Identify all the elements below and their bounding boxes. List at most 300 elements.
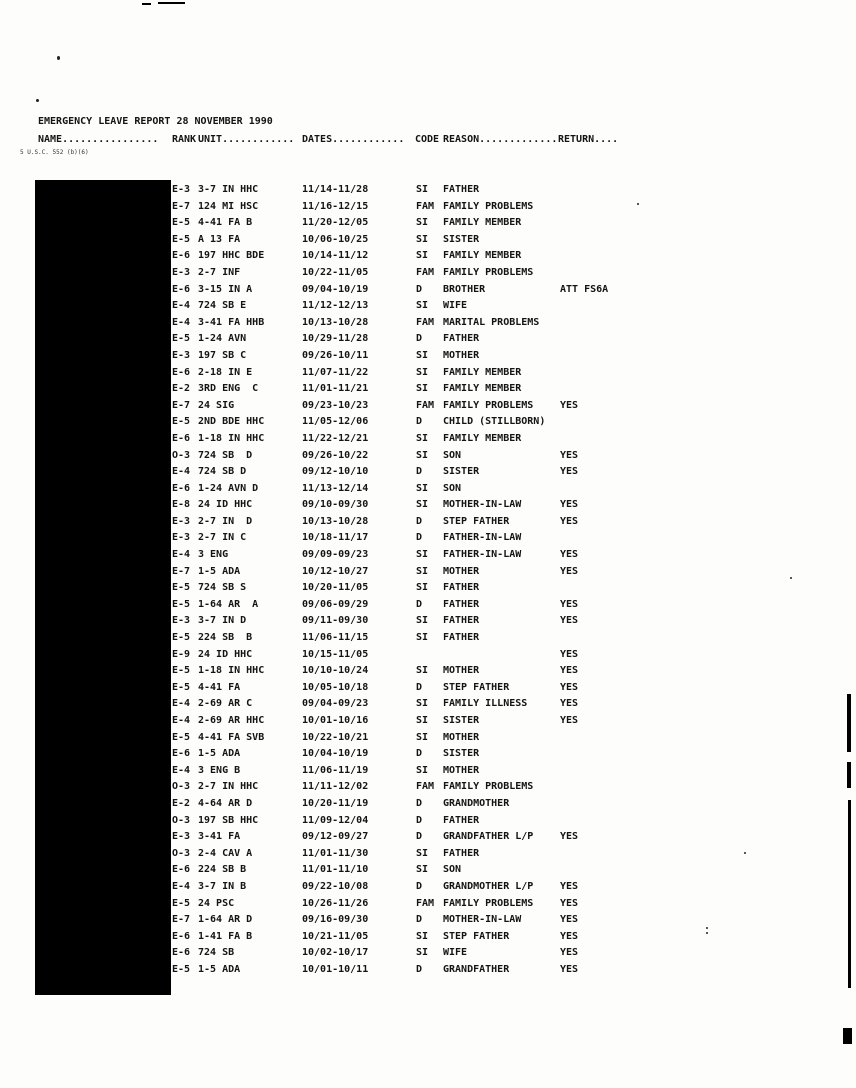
cell-reason: FATHER-IN-LAW <box>443 532 522 544</box>
cell-code: D <box>416 880 423 892</box>
cell-ret: YES <box>560 930 579 942</box>
cell-dates: 11/06-11/19 <box>302 764 369 776</box>
cell-code: FAM <box>416 399 435 411</box>
cell-code: D <box>416 748 423 760</box>
table-row <box>0 712 856 729</box>
table-row <box>0 861 856 878</box>
cell-unit: 2-7 IN C <box>198 532 247 544</box>
cell-code: SI <box>416 366 429 378</box>
cell-rank: E-3 <box>172 184 191 195</box>
cell-code: SI <box>416 947 429 959</box>
cell-dates: 11/09-12/04 <box>302 814 369 826</box>
cell-unit: A 13 FA <box>198 233 241 245</box>
cell-rank: E-3 <box>172 515 191 527</box>
cell-dates: 10/20-11/05 <box>302 582 369 594</box>
cell-ret: YES <box>560 947 579 959</box>
cell-dates: 10/10-10/24 <box>302 665 369 677</box>
cell-reason: GRANDMOTHER L/P <box>443 880 534 892</box>
table-row <box>0 679 856 696</box>
cell-unit: 2-7 INF <box>198 266 241 278</box>
cell-code: D <box>416 681 423 693</box>
cell-code: D <box>416 416 423 428</box>
cell-rank: E-7 <box>172 399 191 411</box>
cell-ret: YES <box>560 549 579 561</box>
cell-reason: SON <box>443 482 462 494</box>
cell-ret: YES <box>560 515 579 527</box>
cell-reason: SISTER <box>443 715 480 726</box>
scan-artifact <box>637 203 639 205</box>
cell-unit: 24 ID HHC <box>198 648 253 660</box>
scan-artifact <box>36 99 39 102</box>
cell-rank: E-7 <box>172 200 191 212</box>
column-header-unit: UNIT............ <box>198 134 295 145</box>
table-row <box>0 845 856 862</box>
cell-unit: 24 ID HHC <box>198 499 253 511</box>
cell-ret: YES <box>560 963 579 975</box>
cell-rank: E-3 <box>172 532 191 544</box>
cell-dates: 11/14-11/28 <box>302 184 369 195</box>
cell-dates: 09/22-10/08 <box>302 880 369 892</box>
cell-rank: E-6 <box>172 748 191 760</box>
cell-ret: YES <box>560 499 579 511</box>
page-title: EMERGENCY LEAVE REPORT 28 NOVEMBER 1990 <box>38 116 273 127</box>
cell-reason: MOTHER <box>443 764 480 776</box>
cell-code: D <box>416 797 423 809</box>
cell-code: FAM <box>416 897 435 909</box>
cell-rank: E-6 <box>172 947 191 959</box>
table-row <box>0 596 856 613</box>
cell-dates: 09/04-10/19 <box>302 283 369 295</box>
cell-rank: E-2 <box>172 797 191 809</box>
cell-unit: 2-4 CAV A <box>198 847 253 859</box>
cell-code: D <box>416 914 423 926</box>
cell-rank: E-6 <box>172 864 191 876</box>
cell-reason: FATHER <box>443 582 480 594</box>
cell-unit: 1-5 ADA <box>198 963 241 975</box>
table-row <box>0 729 856 746</box>
column-header-return: RETURN.... <box>558 134 619 145</box>
cell-reason: MOTHER-IN-LAW <box>443 914 522 926</box>
cell-dates: 11/01-11/30 <box>302 847 369 859</box>
table-row <box>0 380 856 397</box>
scan-artifact <box>158 2 185 4</box>
cell-rank: E-4 <box>172 316 191 328</box>
cell-reason: FAMILY MEMBER <box>443 217 522 229</box>
cell-ret: YES <box>560 399 579 411</box>
cell-code: SI <box>416 217 429 229</box>
cell-code: SI <box>416 233 429 245</box>
cell-code: SI <box>416 482 429 494</box>
cell-reason: FATHER <box>443 598 480 610</box>
cell-code: SI <box>416 499 429 511</box>
cell-unit: 3-41 FA <box>198 831 241 843</box>
cell-unit: 4-41 FA B <box>198 217 253 229</box>
cell-unit: 1-24 AVN <box>198 333 247 345</box>
cell-code: D <box>416 466 423 478</box>
cell-unit: 3-7 IN D <box>198 615 247 627</box>
cell-reason: GRANDMOTHER <box>443 797 510 809</box>
cell-unit: 1-64 AR D <box>198 914 253 926</box>
cell-code: SI <box>416 582 429 594</box>
table-row <box>0 745 856 762</box>
cell-dates: 11/20-12/05 <box>302 217 369 229</box>
scan-artifact <box>57 56 60 60</box>
cell-dates: 11/12-12/13 <box>302 300 369 312</box>
table-column-header <box>0 134 856 148</box>
cell-dates: 10/15-11/05 <box>302 648 369 660</box>
cell-dates: 09/09-09/23 <box>302 549 369 561</box>
cell-code: SI <box>416 615 429 627</box>
cell-code: D <box>416 515 423 527</box>
cell-dates: 11/22-12/21 <box>302 432 369 444</box>
cell-dates: 09/06-09/29 <box>302 598 369 610</box>
cell-ret: YES <box>560 466 579 478</box>
table-row <box>0 944 856 961</box>
table-row <box>0 347 856 364</box>
table-row <box>0 529 856 546</box>
cell-ret: YES <box>560 449 579 461</box>
table-row <box>0 364 856 381</box>
cell-ret: YES <box>560 914 579 926</box>
cell-rank: E-5 <box>172 731 191 743</box>
cell-ret: YES <box>560 897 579 909</box>
cell-dates: 10/01-10/11 <box>302 963 369 975</box>
cell-reason: FATHER <box>443 632 480 644</box>
cell-unit: 724 SB E <box>198 300 247 312</box>
cell-rank: E-2 <box>172 383 191 395</box>
cell-code: SI <box>416 698 429 710</box>
table-row <box>0 928 856 945</box>
cell-unit: 4-64 AR D <box>198 797 253 809</box>
cell-dates: 10/13-10/28 <box>302 515 369 527</box>
cell-code: FAM <box>416 266 435 278</box>
cell-code: SI <box>416 864 429 876</box>
cell-reason: FAMILY MEMBER <box>443 366 522 378</box>
cell-code: SI <box>416 930 429 942</box>
cell-code: D <box>416 831 423 843</box>
cell-reason: SON <box>443 864 462 876</box>
cell-reason: CHILD (STILLBORN) <box>443 416 546 428</box>
table-row <box>0 563 856 580</box>
table-row <box>0 447 856 464</box>
cell-dates: 09/04-09/23 <box>302 698 369 710</box>
column-header-code: CODE <box>415 134 440 145</box>
cell-unit: 3-7 IN B <box>198 880 247 892</box>
cell-reason: FAMILY PROBLEMS <box>443 266 534 278</box>
cell-rank: E-4 <box>172 715 191 726</box>
scan-artifact-right-edge <box>847 762 851 788</box>
cell-unit: 2-7 IN D <box>198 515 253 527</box>
table-row <box>0 911 856 928</box>
cell-rank: E-6 <box>172 432 191 444</box>
cell-rank: E-5 <box>172 233 191 245</box>
cell-unit: 1-5 ADA <box>198 565 241 577</box>
cell-rank: E-6 <box>172 366 191 378</box>
cell-rank: E-3 <box>172 266 191 278</box>
cell-code: SI <box>416 432 429 444</box>
cell-rank: E-5 <box>172 416 191 428</box>
cell-reason: GRANDFATHER L/P <box>443 831 534 843</box>
cell-dates: 11/01-11/10 <box>302 864 369 876</box>
cell-rank: E-3 <box>172 349 191 361</box>
column-header-name: NAME................ <box>38 134 159 145</box>
cell-ret: YES <box>560 565 579 577</box>
cell-ret: YES <box>560 681 579 693</box>
scan-artifact <box>706 927 708 929</box>
cell-reason: STEP FATHER <box>443 515 510 527</box>
cell-unit: 1-18 IN HHC <box>198 432 265 444</box>
cell-reason: FATHER <box>443 333 480 345</box>
cell-unit: 3 ENG B <box>198 764 241 776</box>
cell-reason: WIFE <box>443 947 468 959</box>
cell-rank: O-3 <box>172 847 191 859</box>
cell-rank: E-5 <box>172 217 191 229</box>
cell-unit: 4-41 FA SVB <box>198 731 265 743</box>
cell-ret: YES <box>560 665 579 677</box>
table-row <box>0 828 856 845</box>
cell-rank: E-6 <box>172 482 191 494</box>
cell-unit: 724 SB S <box>198 582 247 594</box>
table-row <box>0 231 856 248</box>
cell-code: D <box>416 333 423 345</box>
cell-rank: E-5 <box>172 963 191 975</box>
cell-rank: E-4 <box>172 880 191 892</box>
cell-rank: E-3 <box>172 615 191 627</box>
cell-dates: 10/26-11/26 <box>302 897 369 909</box>
cell-rank: O-3 <box>172 814 191 826</box>
cell-dates: 10/22-10/21 <box>302 731 369 743</box>
cell-rank: E-6 <box>172 930 191 942</box>
cell-unit: 3RD ENG C <box>198 383 259 395</box>
cell-code: FAM <box>416 781 435 793</box>
redaction-statute-note: 5 U.S.C. 552 (b)(6) <box>20 149 89 156</box>
cell-reason: FAMILY MEMBER <box>443 383 522 395</box>
cell-code: SI <box>416 731 429 743</box>
cell-reason: MARITAL PROBLEMS <box>443 316 540 328</box>
cell-dates: 09/26-10/22 <box>302 449 369 461</box>
cell-rank: E-6 <box>172 250 191 262</box>
cell-unit: 197 HHC BDE <box>198 250 265 262</box>
cell-code: SI <box>416 764 429 776</box>
cell-rank: E-4 <box>172 549 191 561</box>
cell-rank: E-9 <box>172 648 191 660</box>
table-row <box>0 662 856 679</box>
cell-code: SI <box>416 665 429 677</box>
cell-code: SI <box>416 715 429 726</box>
cell-reason: FAMILY PROBLEMS <box>443 781 534 793</box>
cell-reason: STEP FATHER <box>443 930 510 942</box>
cell-rank: E-3 <box>172 831 191 843</box>
scan-artifact-right-edge <box>848 800 851 988</box>
cell-dates: 10/21-11/05 <box>302 930 369 942</box>
column-header-rank: RANK <box>172 134 197 145</box>
cell-unit: 724 SB D <box>198 449 253 461</box>
cell-rank: E-4 <box>172 466 191 478</box>
cell-reason: MOTHER-IN-LAW <box>443 499 522 511</box>
cell-unit: 1-64 AR A <box>198 598 259 610</box>
table-row <box>0 397 856 414</box>
cell-reason: WIFE <box>443 300 468 312</box>
cell-rank: E-4 <box>172 698 191 710</box>
cell-code: D <box>416 814 423 826</box>
cell-dates: 09/16-09/30 <box>302 914 369 926</box>
cell-dates: 11/13-12/14 <box>302 482 369 494</box>
scan-artifact <box>744 852 746 854</box>
cell-code: SI <box>416 847 429 859</box>
cell-reason: FAMILY MEMBER <box>443 250 522 262</box>
cell-unit: 4-41 FA <box>198 681 241 693</box>
table-row <box>0 646 856 663</box>
column-header-reason: REASON............. <box>443 134 558 145</box>
cell-dates: 10/05-10/18 <box>302 681 369 693</box>
cell-rank: E-5 <box>172 681 191 693</box>
cell-rank: E-5 <box>172 582 191 594</box>
cell-dates: 11/16-12/15 <box>302 200 369 212</box>
table-row <box>0 778 856 795</box>
cell-code: SI <box>416 632 429 644</box>
cell-dates: 10/01-10/16 <box>302 715 369 726</box>
table-row <box>0 629 856 646</box>
cell-rank: E-6 <box>172 283 191 295</box>
cell-unit: 3-41 FA HHB <box>198 316 265 328</box>
cell-unit: 224 SB B <box>198 864 247 876</box>
cell-reason: FATHER <box>443 615 480 627</box>
cell-reason: STEP FATHER <box>443 681 510 693</box>
cell-dates: 09/12-10/10 <box>302 466 369 478</box>
cell-dates: 10/12-10/27 <box>302 565 369 577</box>
cell-unit: 2-7 IN HHC <box>198 781 259 793</box>
cell-reason: FAMILY MEMBER <box>443 432 522 444</box>
table-row <box>0 895 856 912</box>
table-row <box>0 762 856 779</box>
cell-dates: 10/02-10/17 <box>302 947 369 959</box>
cell-reason: FATHER-IN-LAW <box>443 549 522 561</box>
table-row <box>0 546 856 563</box>
scan-artifact-right-edge <box>843 1028 852 1044</box>
cell-reason: MOTHER <box>443 731 480 743</box>
cell-rank: O-3 <box>172 781 191 793</box>
cell-reason: SISTER <box>443 748 480 760</box>
cell-unit: 1-24 AVN D <box>198 482 259 494</box>
table-row <box>0 314 856 331</box>
cell-unit: 24 PSC <box>198 897 235 909</box>
cell-unit: 24 SIG <box>198 399 235 411</box>
cell-dates: 10/18-11/17 <box>302 532 369 544</box>
cell-code: SI <box>416 184 429 195</box>
scan-artifact <box>790 577 792 579</box>
table-row <box>0 247 856 264</box>
cell-dates: 09/11-09/30 <box>302 615 369 627</box>
cell-dates: 10/13-10/28 <box>302 316 369 328</box>
cell-unit: 1-5 ADA <box>198 748 241 760</box>
table-row <box>0 513 856 530</box>
cell-rank: O-3 <box>172 449 191 461</box>
cell-ret: YES <box>560 880 579 892</box>
table-row <box>0 181 856 198</box>
cell-reason: FAMILY PROBLEMS <box>443 200 534 212</box>
table-row <box>0 330 856 347</box>
table-row <box>0 480 856 497</box>
cell-reason: FATHER <box>443 847 480 859</box>
cell-rank: E-7 <box>172 914 191 926</box>
cell-unit: 3-7 IN HHC <box>198 184 259 195</box>
cell-unit: 197 SB HHC <box>198 814 259 826</box>
cell-code: SI <box>416 565 429 577</box>
table-row <box>0 812 856 829</box>
cell-code: D <box>416 283 423 295</box>
cell-dates: 10/14-11/12 <box>302 250 369 262</box>
cell-code: D <box>416 963 423 975</box>
cell-reason: MOTHER <box>443 349 480 361</box>
cell-reason: BROTHER <box>443 283 486 295</box>
table-row <box>0 198 856 215</box>
cell-unit: 124 MI HSC <box>198 200 259 212</box>
cell-ret: YES <box>560 648 579 660</box>
cell-rank: E-5 <box>172 333 191 345</box>
cell-ret: YES <box>560 598 579 610</box>
cell-reason: SISTER <box>443 466 480 478</box>
table-row <box>0 695 856 712</box>
cell-unit: 724 SB D <box>198 466 247 478</box>
cell-unit: 224 SB B <box>198 632 253 644</box>
cell-unit: 1-41 FA B <box>198 930 253 942</box>
cell-dates: 09/26-10/11 <box>302 349 369 361</box>
table-rows <box>0 181 856 978</box>
cell-reason: GRANDFATHER <box>443 963 510 975</box>
cell-code: SI <box>416 300 429 312</box>
cell-rank: E-8 <box>172 499 191 511</box>
scan-artifact-right-edge <box>847 694 851 752</box>
cell-dates: 10/04-10/19 <box>302 748 369 760</box>
cell-code: SI <box>416 549 429 561</box>
cell-dates: 10/29-11/28 <box>302 333 369 345</box>
cell-dates: 09/12-09/27 <box>302 831 369 843</box>
cell-ret: YES <box>560 698 579 710</box>
cell-reason: FAMILY PROBLEMS <box>443 399 534 411</box>
cell-code: FAM <box>416 316 435 328</box>
cell-rank: E-4 <box>172 300 191 312</box>
cell-reason: FATHER <box>443 184 480 195</box>
scan-artifact <box>142 3 151 5</box>
table-row <box>0 961 856 978</box>
cell-ret: YES <box>560 831 579 843</box>
cell-dates: 10/20-11/19 <box>302 797 369 809</box>
cell-code: SI <box>416 250 429 262</box>
cell-dates: 11/07-11/22 <box>302 366 369 378</box>
cell-ret: YES <box>560 715 579 726</box>
cell-reason: MOTHER <box>443 665 480 677</box>
cell-unit: 2-69 AR HHC <box>198 715 265 726</box>
cell-code: FAM <box>416 200 435 212</box>
table-row <box>0 281 856 298</box>
cell-ret: ATT FS6A <box>560 283 609 295</box>
cell-unit: 2-18 IN E <box>198 366 253 378</box>
scan-artifact <box>706 932 708 934</box>
cell-reason: SON <box>443 449 462 461</box>
cell-dates: 09/23-10/23 <box>302 399 369 411</box>
cell-dates: 09/10-09/30 <box>302 499 369 511</box>
cell-reason: SISTER <box>443 233 480 245</box>
cell-reason: FAMILY ILLNESS <box>443 698 528 710</box>
cell-unit: 3 ENG <box>198 549 229 561</box>
table-row <box>0 612 856 629</box>
cell-rank: E-7 <box>172 565 191 577</box>
cell-unit: 197 SB C <box>198 349 247 361</box>
column-header-dates: DATES............ <box>302 134 405 145</box>
table-row <box>0 214 856 231</box>
table-row <box>0 579 856 596</box>
cell-code: SI <box>416 449 429 461</box>
